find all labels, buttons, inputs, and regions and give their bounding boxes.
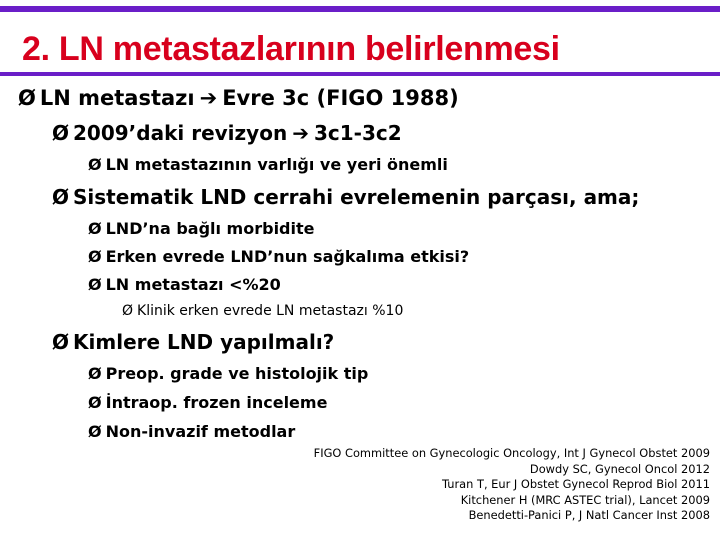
reference-item: Kitchener H (MRC ASTEC trial), Lancet 2009: [460, 492, 710, 507]
references-block: [314, 446, 710, 524]
bullet-text: Erken evrede LND’nun sağkalıma etkisi?: [105, 247, 470, 266]
stage-3c-label: Evre 3c (FIGO 1988): [222, 86, 459, 110]
bullet-ln-presence-location: [88, 155, 448, 174]
bullet-arrow-icon: Ø: [88, 219, 102, 238]
reference-item: Turan T, Eur J Obstet Gynecol Reprod Biol 2011: [442, 477, 710, 492]
bullet-systematic-lnd: [52, 185, 639, 209]
bullet-text: LN metastazı <%20: [105, 275, 281, 294]
bullet-non-invasive-methods: [88, 422, 295, 441]
bullet-survival-effect: [88, 247, 469, 266]
reference-item: Benedetti-Panici P, J Natl Cancer Inst 2008: [468, 508, 710, 523]
bullet-text: Kimlere LND yapılmalı?: [73, 330, 335, 354]
substage-label: 3c1-3c2: [313, 121, 402, 145]
bullet-arrow-icon: Ø: [88, 393, 102, 412]
bullet-arrow-icon: Ø: [88, 364, 102, 383]
bullet-arrow-icon: Ø: [88, 422, 102, 441]
right-arrow-icon: ➔: [199, 86, 218, 110]
title-divider: [0, 72, 720, 76]
bullet-arrow-icon: Ø: [122, 303, 134, 319]
bullet-text: Klinik erken evrede LN metastazı %10: [137, 303, 404, 319]
bullet-arrow-icon: Ø: [88, 155, 102, 174]
top-accent-bar: [0, 6, 720, 12]
slide-title: 2. LN metastazlarının belirlenmesi: [22, 30, 560, 68]
bullet-text: İntraop. frozen inceleme: [105, 393, 328, 412]
bullet-who-should-get-lnd: [52, 330, 334, 354]
bullet-ln-metastasis-stage: [18, 86, 459, 110]
bullet-text: Non-invazif metodlar: [105, 422, 296, 441]
bullet-2009-revision: [52, 121, 402, 145]
bullet-text: Sistematik LND cerrahi evrelemenin parçası, ama;: [73, 185, 640, 209]
reference-item: FIGO Committee on Gynecologic Oncology, Int J Gynecol Obstet 2009: [313, 446, 710, 460]
bullet-lnd-morbidity: [88, 219, 314, 238]
bullet-preop-grade: [88, 364, 368, 383]
bullet-ln-metastasis-rate: [88, 275, 281, 294]
right-arrow-icon: ➔: [292, 121, 309, 145]
bullet-arrow-icon: Ø: [52, 121, 70, 145]
bullet-text: Preop. grade ve histolojik tip: [105, 364, 369, 383]
revision-label: 2009’daki revizyon: [73, 121, 288, 145]
bullet-arrow-icon: Ø: [52, 330, 70, 354]
reference-item: Dowdy SC, Gynecol Oncol 2012: [529, 461, 710, 476]
bullet-intraop-frozen: [88, 393, 327, 412]
bullet-arrow-icon: Ø: [88, 247, 102, 266]
bullet-arrow-icon: Ø: [88, 275, 102, 294]
bullet-text: LND’na bağlı morbidite: [105, 219, 315, 238]
ln-metastasis-label: LN metastazı: [39, 86, 195, 110]
bullet-arrow-icon: Ø: [18, 86, 36, 110]
bullet-text: LN metastazının varlığı ve yeri önemli: [105, 155, 448, 174]
bullet-arrow-icon: Ø: [52, 185, 70, 209]
bullet-clinical-early-stage: [122, 303, 403, 319]
